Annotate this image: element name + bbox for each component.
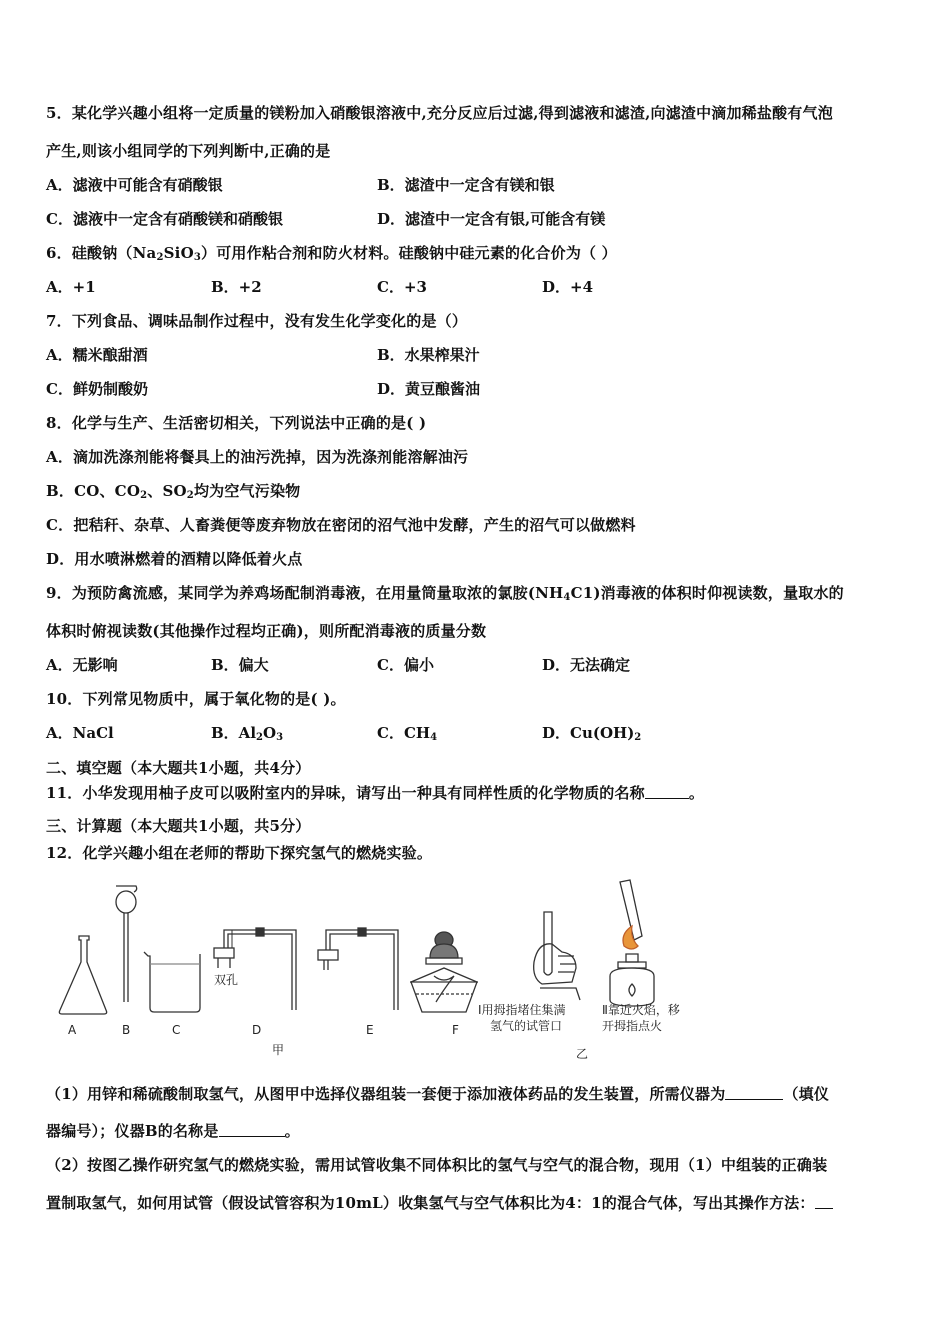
- q10-option-c: C．$CH_4$: [377, 724, 438, 743]
- label-e: E: [366, 1023, 374, 1037]
- q12-stem: 12．化学兴趣小组在老师的帮助下探究氢气的燃烧实验。: [46, 844, 433, 862]
- stopper-tube-icon: [318, 928, 398, 1010]
- q10-option-a: A．NaCl: [46, 724, 114, 742]
- long-neck-funnel-icon: [116, 886, 137, 1002]
- beaker-icon: [144, 952, 200, 1012]
- two-hole-stopper-tube-icon: [214, 928, 296, 1010]
- step2-line2: 开拇指点火: [602, 1019, 663, 1033]
- q5-stem-line2: 产生,则该小组同学的下列判断中,正确的是: [46, 142, 331, 160]
- q5-option-c: C．滤液中一定含有硝酸镁和硝酸银: [46, 210, 283, 228]
- q7-option-b: B．水果榨果汁: [377, 346, 480, 364]
- q6-option-b: B．+2: [211, 278, 262, 296]
- apparatus-figure: [46, 872, 726, 1072]
- q6-stem: 6．硅酸钠$(Na_2SiO_3)$可用作粘合剂和防火材料。硅酸钠中硅元素的化合价为（ ）: [46, 244, 617, 263]
- q5-option-d: D．滤渣中一定含有银,可能含有镁: [377, 210, 606, 228]
- q7-stem: 7．下列食品、调味品制作过程中，没有发生化学变化的是（）: [46, 312, 468, 330]
- section-fill-blank-title: 二、填空题（本大题共1小题，共4分）: [46, 759, 311, 777]
- gas-generator-icon: [410, 932, 478, 1012]
- label-c: C: [172, 1023, 181, 1037]
- q7-option-a: A．糯米酿甜酒: [46, 346, 148, 364]
- q9-stem-line2: 体积时俯视读数(其他操作过程均正确)，则所配消毒液的质量分数: [46, 622, 487, 640]
- conical-flask-icon: [59, 936, 106, 1014]
- label-b: B: [122, 1023, 131, 1037]
- label-group-jia: 甲: [272, 1043, 285, 1057]
- q10-option-d: D．$Cu(OH)_2$: [542, 724, 642, 743]
- q9-option-c: C．偏小: [377, 656, 434, 674]
- q11-stem: 11．小华发现用柚子皮可以吸附室内的异味，请写出一种具有同样性质的化学物质的名称 。: [46, 784, 705, 802]
- q9-option-b: B．偏大: [211, 656, 269, 674]
- label-double-hole: 双孔: [214, 973, 239, 987]
- q6-option-a: A．+1: [46, 278, 96, 296]
- q8-option-c: C．把秸秆、杂草、人畜粪便等废弃物放在密闭的沼气池中发酵，产生的沼气可以做燃料: [46, 516, 636, 534]
- q8-option-d: D．用水喷淋燃着的酒精以降低着火点: [46, 550, 303, 568]
- label-group-yi: 乙: [576, 1047, 589, 1061]
- step1-line2: 氢气的试管口: [490, 1019, 563, 1033]
- step1-line1: Ⅰ用拇指堵住集满: [478, 1003, 566, 1017]
- q6-option-d: D．+4: [542, 278, 594, 296]
- q12-part2-line2: 置制取氢气，如何用试管（假设试管容积为10mL）收集氢气与空气体积比为4：1的混合气体，写出其操作方法：: [46, 1192, 833, 1213]
- q9-option-a: A．无影响: [46, 656, 118, 674]
- q6-option-c: C．+3: [377, 278, 427, 296]
- q12-method-blank[interactable]: [815, 1196, 833, 1209]
- q7-option-c: C．鲜奶制酸奶: [46, 380, 148, 398]
- q5-option-a: A．滤液中可能含有硝酸银: [46, 176, 223, 194]
- q5-option-b: B．滤渣中一定含有镁和银: [377, 176, 555, 194]
- q9-option-d: D．无法确定: [542, 656, 631, 674]
- q9-stem-line1: 9．为预防禽流感，某同学为养鸡场配制消毒液，在用量筒量取浓的氯胺$(NH_4C1)$消毒液的体积时仰视读数，量取水的: [46, 584, 844, 603]
- step2-line1: Ⅱ靠近火焰，移: [602, 1003, 680, 1017]
- q12-part1-line1: （1）用锌和稀硫酸制取氢气，从图甲中选择仪器组装一套便于添加液体药品的发生装置，所需仪器为 （填仪: [46, 1085, 830, 1103]
- q5-stem-line1: 5．某化学兴趣小组将一定质量的镁粉加入硝酸银溶液中,充分反应后过滤,得到滤液和滤渣,向滤渣中滴加稀盐酸有气泡: [46, 104, 833, 122]
- q8-option-b: B．CO、$CO_2$、$SO_2$均为空气污染物: [46, 482, 301, 501]
- section-calculation-title: 三、计算题（本大题共1小题，共5分）: [46, 817, 311, 835]
- q11-answer-blank[interactable]: [645, 786, 689, 799]
- q12-part1-line2: 器编号）；仪器B的名称是 。: [46, 1122, 300, 1140]
- hand-test-tube-icon: [534, 912, 580, 1000]
- alcohol-lamp-icon: [610, 880, 654, 1006]
- label-f: F: [452, 1023, 459, 1037]
- q12-instrument-b-name-blank[interactable]: [219, 1124, 285, 1137]
- label-d: D: [252, 1023, 262, 1037]
- q10-option-b: B．$Al_2O_3$: [211, 724, 284, 743]
- q12-instruments-blank[interactable]: [725, 1087, 783, 1100]
- label-a: A: [68, 1023, 77, 1037]
- q12-part2-line1: （2）按图乙操作研究氢气的燃烧实验，需用试管收集不同体积比的氢气与空气的混合物，现用（1）中组装的正确装: [46, 1156, 828, 1174]
- q8-stem: 8．化学与生产、生活密切相关，下列说法中正确的是( ): [46, 414, 427, 432]
- q10-stem: 10．下列常见物质中，属于氧化物的是( )。: [46, 690, 346, 708]
- q8-option-a: A．滴加洗涤剂能将餐具上的油污洗掉，因为洗涤剂能溶解油污: [46, 448, 469, 466]
- q7-option-d: D．黄豆酿酱油: [377, 380, 481, 398]
